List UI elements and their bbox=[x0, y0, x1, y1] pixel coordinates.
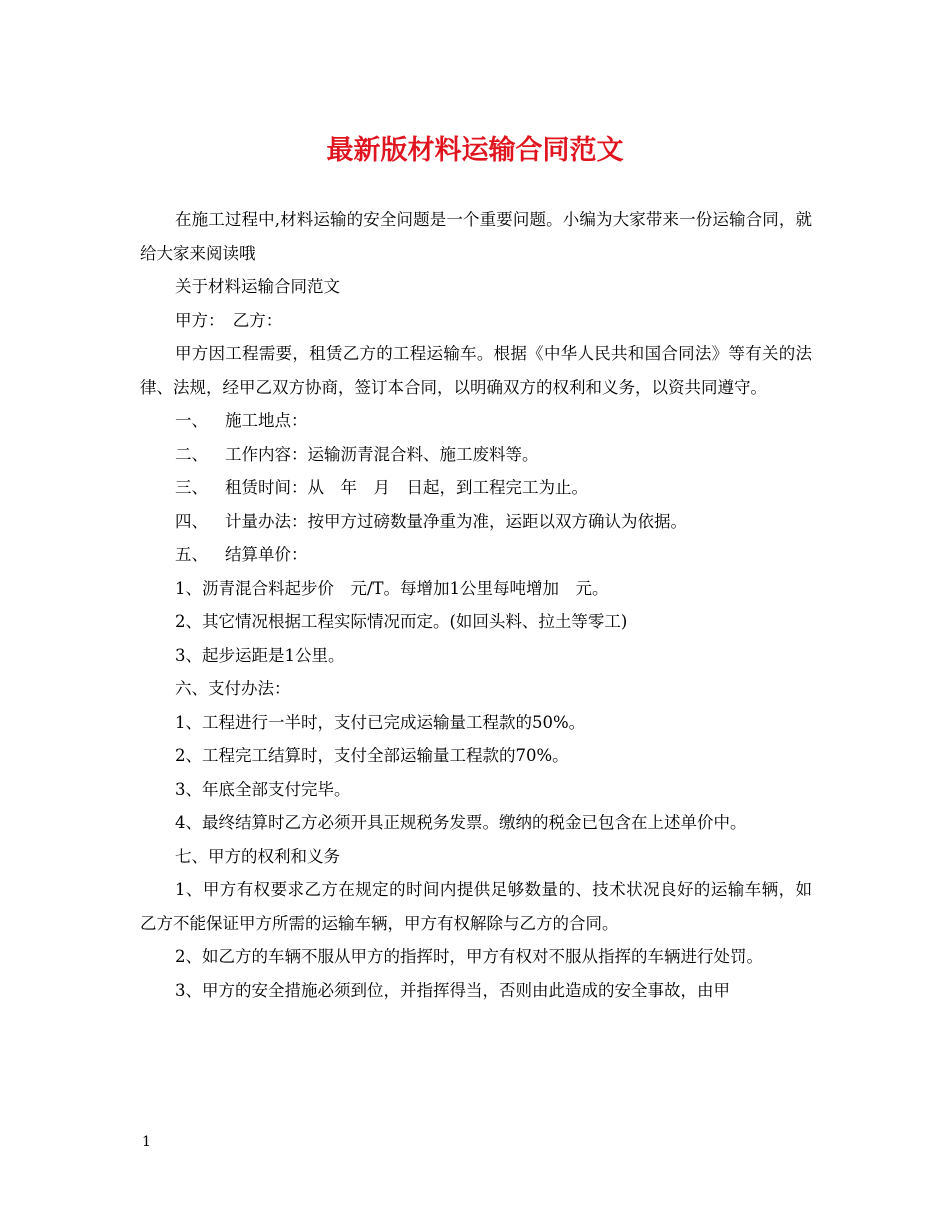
rights-item: 1、甲方有权要求乙方在规定的时间内提供足够数量的、技术状况良好的运输车辆，如乙方不能保证甲方所需的运输车辆，甲方有权解除与乙方的合同。 bbox=[140, 880, 812, 933]
pricing-item: 1、沥青混合料起步价 元/T。每增加1公里每吨增加 元。 bbox=[175, 578, 609, 598]
payment-item: 4、最终结算时乙方必须开具正规税务发票。缴纳的税金已包含在上述单价中。 bbox=[175, 813, 747, 832]
section-text: 计量办法：按甲方过磅数量净重为准，运距以双方确认为依据。 bbox=[225, 511, 687, 531]
section-number: 三、 bbox=[175, 478, 208, 497]
section-text: 结算单价： bbox=[225, 545, 308, 564]
payment-item: 3、年底全部支付完毕。 bbox=[175, 779, 351, 799]
payment-heading: 六、支付办法： bbox=[175, 679, 291, 698]
section-number: 一、 bbox=[175, 411, 208, 430]
section-text: 工作内容：运输沥青混合料、施工废料等。 bbox=[225, 444, 539, 464]
pricing-item: 2、其它情况根据工程实际情况而定。(如回头料、拉土等零工) bbox=[175, 612, 628, 631]
section-item bbox=[140, 438, 812, 472]
section-number: 四、 bbox=[175, 511, 208, 531]
rights-heading: 七、甲方的权利和义务 bbox=[175, 846, 340, 866]
intro-paragraph: 在施工过程中,材料运输的安全问题是一个重要问题。小编为大家带来一份运输合同，就给大家来阅读哦 bbox=[140, 210, 812, 263]
section-text: 租赁时间：从 年 月 日起，到工程完工为止。 bbox=[225, 478, 588, 497]
rights-item: 3、甲方的安全措施必须到位，并指挥得当，否则由此造成的安全事故，由甲 bbox=[175, 980, 730, 1000]
pricing-item: 3、起步运距是1公里。 bbox=[175, 645, 345, 665]
page-number: 1 bbox=[142, 1134, 151, 1150]
preamble-paragraph: 甲方因工程需要，租赁乙方的工程运输车。根据《中华人民共和国合同法》等有关的法律、法规，经甲乙双方协商，签订本合同，以明确双方的权利和义务，以资共同遵守。 bbox=[140, 344, 812, 397]
payment-item: 1、工程进行一半时，支付已完成运输量工程款的50%。 bbox=[175, 712, 586, 732]
rights-item: 2、如乙方的车辆不服从甲方的指挥时，甲方有权对不服从指挥的车辆进行处罚。 bbox=[175, 947, 763, 966]
section-text: 施工地点： bbox=[225, 411, 308, 430]
document-title: 最新版材料运输合同范文 bbox=[326, 135, 624, 166]
section-item bbox=[140, 505, 812, 539]
section-number: 二、 bbox=[175, 444, 208, 464]
payment-item: 2、工程完工结算时，支付全部运输量工程款的70%。 bbox=[175, 746, 569, 765]
section-item bbox=[140, 471, 812, 505]
document-body bbox=[140, 203, 812, 1007]
section-item bbox=[140, 538, 812, 572]
section-item bbox=[140, 404, 812, 438]
parties-paragraph: 甲方： 乙方： bbox=[175, 310, 283, 330]
subtitle-paragraph: 关于材料运输合同范文 bbox=[175, 277, 340, 296]
section-number: 五、 bbox=[175, 545, 208, 564]
